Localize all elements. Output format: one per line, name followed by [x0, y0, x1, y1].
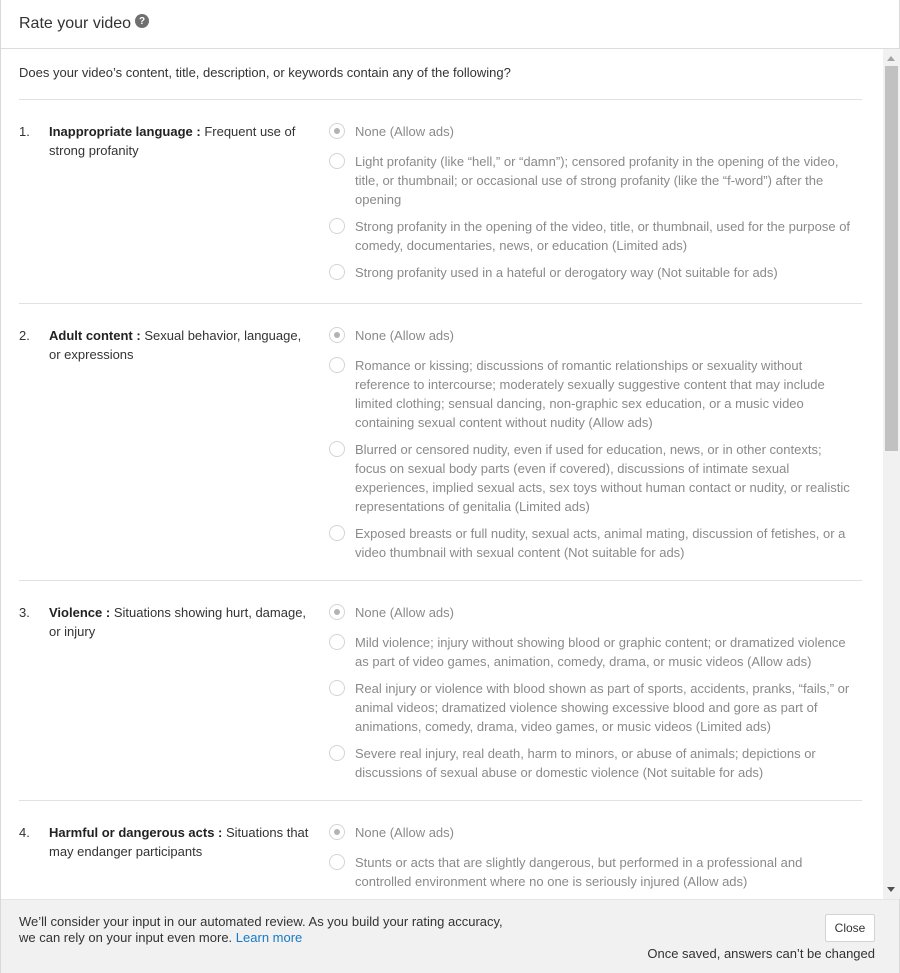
scroll-down-icon[interactable]: [887, 887, 895, 892]
category-description: Frequent use of strong profanity: [49, 124, 296, 158]
radio[interactable]: [329, 218, 345, 234]
radio-checked[interactable]: [329, 123, 345, 139]
option-radio[interactable]: [329, 633, 859, 671]
radio[interactable]: [329, 525, 345, 541]
radio[interactable]: [329, 441, 345, 457]
option-radio[interactable]: [329, 326, 859, 345]
radio-checked[interactable]: [329, 824, 345, 840]
questionnaire-scroll-area[interactable]: [1, 49, 883, 899]
category-description: Situations that may endanger participants: [49, 825, 309, 859]
radio[interactable]: [329, 357, 345, 373]
option-radio[interactable]: [329, 356, 859, 432]
category-name: Inappropriate language :: [49, 124, 201, 139]
close-button[interactable]: Close: [825, 914, 875, 942]
radio[interactable]: [329, 745, 345, 761]
option-radio[interactable]: [329, 263, 859, 282]
radio[interactable]: [329, 634, 345, 650]
category-description: Situations showing hurt, damage, or injury: [49, 605, 307, 639]
radio[interactable]: [329, 153, 345, 169]
option-radio[interactable]: [329, 217, 859, 255]
radio-checked[interactable]: [329, 604, 345, 620]
option-label: Severe real injury, real death, harm to minors, or abuse of animals; depictions or discussions of sexual abuse or domestic violence (Not suitable for ads): [355, 746, 816, 780]
option-label: Stunts or acts that are slightly dangerous, but performed in a professional and controlled environment where no one is seriously injured (Allow ads): [355, 855, 803, 889]
radio[interactable]: [329, 854, 345, 870]
radio[interactable]: [329, 264, 345, 280]
divider: [19, 800, 862, 801]
option-radio[interactable]: [329, 440, 859, 516]
option-radio[interactable]: [329, 603, 859, 622]
dialog-footer: [1, 899, 899, 973]
option-label: Romance or kissing; discussions of romantic relationships or sexuality without reference to intercourse; moderately sexually suggestive content that may include limited clothing; sensual dancing, non-graphic sex education, or a music video containing sexual content without nudity (Allow ads): [355, 358, 825, 430]
option-label: None (Allow ads): [355, 825, 454, 840]
option-radio[interactable]: [329, 853, 859, 891]
dialog-title: Rate your video: [19, 15, 132, 32]
saved-note: Once saved, answers can’t be changed: [647, 946, 875, 961]
section-number: 2.: [19, 328, 30, 343]
option-radio[interactable]: [329, 152, 859, 209]
section-number: 1.: [19, 124, 30, 139]
option-label: Blurred or censored nudity, even if used for education, news, or in other contexts; focus on sexual body parts (even if covered), discussions of intimate sexual experiences, implied sexual acts, sex toys without human contact or nudity, or realistic representations of genitalia (Limited ads): [355, 442, 850, 514]
section-category: [49, 122, 309, 160]
option-radio[interactable]: [329, 679, 859, 736]
option-label: Mild violence; injury without showing blood or graphic content; or dramatized violence as part of video games, animation, comedy, drama, or music videos (Allow ads): [355, 635, 846, 669]
divider: [19, 99, 862, 100]
section-category: [49, 823, 309, 861]
dialog-header: [1, 0, 899, 49]
learn-more-link[interactable]: Learn more: [235, 930, 303, 945]
option-radio[interactable]: [329, 122, 859, 141]
option-label: None (Allow ads): [355, 328, 454, 343]
divider: [19, 580, 862, 581]
option-radio[interactable]: [329, 524, 859, 562]
option-radio[interactable]: [329, 823, 859, 842]
scrollbar-thumb[interactable]: [885, 66, 898, 451]
intro-question: Does your video’s content, title, description, or keywords contain any of the following?: [19, 65, 511, 80]
option-label: Real injury or violence with blood shown as part of sports, accidents, pranks, “fails,” or animal videos; dramatized violence showing excessive blood and gore as part of animations, comedy, drama, video games, or music videos (Limited ads): [355, 681, 850, 734]
category-name: Adult content :: [49, 328, 141, 343]
option-label: None (Allow ads): [355, 605, 454, 620]
section-category: [49, 603, 309, 641]
option-label: Light profanity (like “hell,” or “damn”); censored profanity in the opening of the video, title, or thumbnail; or occasional use of strong profanity (like the “f-word”) after the opening: [355, 154, 839, 207]
radio-checked[interactable]: [329, 327, 345, 343]
divider: [19, 303, 862, 304]
option-label: Strong profanity used in a hateful or derogatory way (Not suitable for ads): [355, 265, 778, 280]
option-label: None (Allow ads): [355, 124, 454, 139]
option-radio[interactable]: [329, 744, 859, 782]
section-number: 3.: [19, 605, 30, 620]
radio[interactable]: [329, 680, 345, 696]
help-icon[interactable]: ?: [135, 14, 149, 28]
footer-message: [19, 914, 519, 946]
category-description: Sexual behavior, language, or expressions: [49, 328, 302, 362]
option-label: Strong profanity in the opening of the video, title, or thumbnail, used for the purpose of comedy, documentaries, news, or education (Limited ads): [355, 219, 851, 253]
section-category: [49, 326, 309, 364]
section-number: 4.: [19, 825, 30, 840]
category-name: Violence :: [49, 605, 111, 620]
footer-text: We’ll consider your input in our automated review. As you build your rating accuracy, we can rely on your input even more.: [19, 914, 503, 945]
scroll-up-icon[interactable]: [887, 56, 895, 61]
vertical-scrollbar[interactable]: [883, 49, 900, 899]
option-label: Exposed breasts or full nudity, sexual acts, animal mating, discussion of fetishes, or a video thumbnail with sexual content (Not suitable for ads): [355, 526, 846, 560]
category-name: Harmful or dangerous acts :: [49, 825, 223, 840]
